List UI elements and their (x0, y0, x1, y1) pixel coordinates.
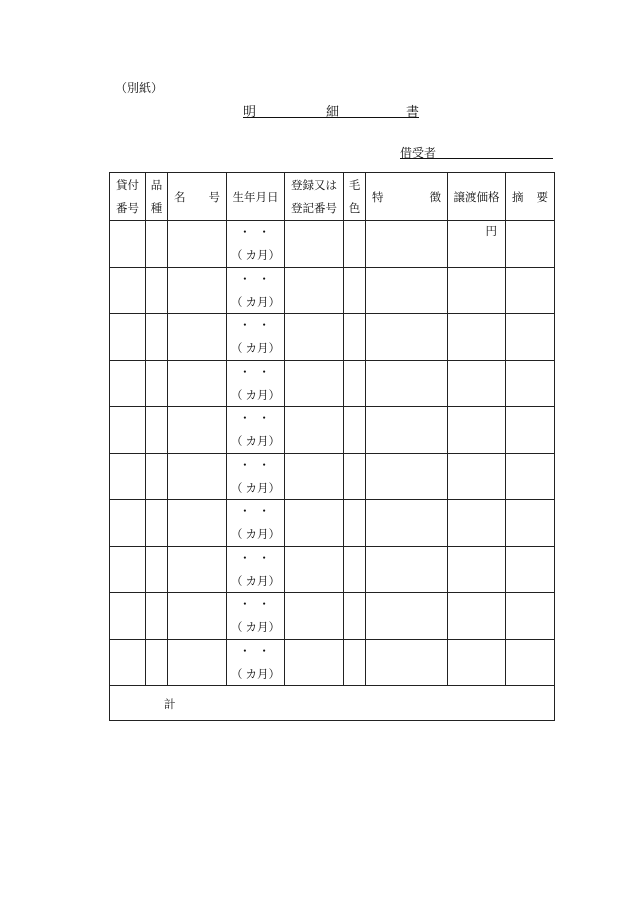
header-registration: 登録又は 登記番号 (285, 173, 344, 221)
table-row (110, 407, 555, 454)
months-open: （ (231, 480, 243, 495)
months-open: （ (231, 573, 243, 588)
months-open: （ (231, 294, 243, 309)
table-row (110, 500, 555, 547)
cell-birthdate[interactable] (227, 453, 285, 500)
header-breed: 品 種 (146, 173, 168, 221)
cell-breed[interactable] (146, 639, 168, 686)
months-open: （ (231, 341, 243, 355)
age-months (231, 619, 280, 635)
cell-features[interactable] (366, 314, 448, 361)
cell-name[interactable] (168, 453, 227, 500)
cell-features[interactable] (366, 453, 448, 500)
cell-birthdate[interactable] (227, 360, 285, 407)
borrower-label: 借受者 (400, 146, 437, 160)
cell-features[interactable] (366, 593, 448, 640)
months-close: カ月） (245, 387, 280, 402)
cell-birthdate[interactable] (227, 593, 285, 640)
months-open: （ (231, 527, 243, 541)
date-separators: ・ ・ (239, 550, 272, 565)
cell-name[interactable] (168, 407, 227, 454)
months-open: （ (231, 248, 243, 262)
header-row (110, 173, 555, 221)
cell-loan-no[interactable] (110, 639, 146, 686)
months-close: カ月） (245, 480, 280, 495)
cell-breed[interactable] (146, 546, 168, 593)
cell-remarks[interactable] (506, 639, 555, 686)
cell-registration[interactable] (285, 500, 344, 547)
cell-breed[interactable] (146, 593, 168, 640)
cell-breed[interactable] (146, 453, 168, 500)
age-months (231, 666, 280, 682)
cell-name[interactable] (168, 639, 227, 686)
cell-breed[interactable] (146, 407, 168, 454)
cell-transfer-price[interactable] (448, 500, 506, 547)
months-close: カ月） (245, 666, 280, 681)
date-separators: ・ ・ (239, 318, 272, 332)
cell-transfer-price[interactable] (448, 267, 506, 314)
cell-remarks[interactable] (506, 407, 555, 454)
cell-loan-no[interactable] (110, 221, 146, 268)
table-row (110, 639, 555, 686)
months-open: （ (231, 434, 243, 448)
cell-breed[interactable] (146, 360, 168, 407)
months-close: カ月） (245, 620, 280, 634)
cell-registration[interactable] (285, 407, 344, 454)
cell-breed[interactable] (146, 267, 168, 314)
cell-name[interactable] (168, 267, 227, 314)
cell-transfer-price[interactable] (448, 360, 506, 407)
cell-features[interactable] (366, 267, 448, 314)
cell-features[interactable] (366, 360, 448, 407)
cell-birthdate[interactable] (227, 546, 285, 593)
cell-birthdate[interactable] (227, 639, 285, 686)
age-months (231, 387, 280, 403)
total-row (110, 686, 555, 721)
months-open: （ (231, 387, 243, 402)
cell-loan-no[interactable] (110, 314, 146, 361)
months-open: （ (231, 620, 243, 634)
cell-loan-no[interactable] (110, 500, 146, 547)
cell-remarks[interactable] (506, 593, 555, 640)
cell-birthdate[interactable] (227, 221, 285, 268)
cell-remarks[interactable] (506, 500, 555, 547)
cell-coat-color[interactable] (344, 453, 366, 500)
header-name: 名 号 (168, 173, 227, 221)
table-row (110, 593, 555, 640)
months-close: カ月） (245, 341, 280, 355)
cell-registration[interactable] (285, 360, 344, 407)
header-features: 特 徴 (366, 173, 448, 221)
cell-coat-color[interactable] (344, 221, 366, 268)
cell-transfer-price[interactable] (448, 593, 506, 640)
cell-remarks[interactable] (506, 546, 555, 593)
cell-features[interactable] (366, 407, 448, 454)
months-close: カ月） (245, 434, 280, 448)
cell-features[interactable] (366, 500, 448, 547)
cell-coat-color[interactable] (344, 593, 366, 640)
cell-name[interactable] (168, 221, 227, 268)
age-months (231, 247, 280, 263)
cell-name[interactable] (168, 314, 227, 361)
cell-remarks[interactable] (506, 221, 555, 268)
header-coat-color: 毛 色 (344, 173, 366, 221)
age-months (231, 526, 280, 542)
age-months (231, 340, 280, 356)
cell-remarks[interactable] (506, 267, 555, 314)
cell-loan-no[interactable] (110, 546, 146, 593)
cell-registration[interactable] (285, 314, 344, 361)
total-cell (110, 686, 555, 721)
cell-birthdate[interactable] (227, 407, 285, 454)
header-birthdate: 生年月日 (227, 173, 285, 221)
cell-remarks[interactable] (506, 360, 555, 407)
cell-loan-no[interactable] (110, 453, 146, 500)
cell-loan-no[interactable] (110, 360, 146, 407)
annex-label: （別紙） (115, 81, 164, 95)
cell-registration[interactable] (285, 639, 344, 686)
cell-registration[interactable] (285, 267, 344, 314)
cell-transfer-price[interactable] (448, 221, 506, 268)
borrower-field (400, 144, 553, 159)
cell-transfer-price[interactable] (448, 314, 506, 361)
cell-features[interactable] (366, 546, 448, 593)
cell-name[interactable] (168, 360, 227, 407)
table-row (110, 314, 555, 361)
total-label: 計 (164, 697, 176, 711)
age-months (231, 294, 280, 310)
cell-registration[interactable] (285, 453, 344, 500)
cell-loan-no[interactable] (110, 593, 146, 640)
cell-name[interactable] (168, 500, 227, 547)
header-remarks: 摘 要 (506, 173, 555, 221)
cell-birthdate[interactable] (227, 314, 285, 361)
date-separators: ・ ・ (239, 364, 272, 379)
cell-name[interactable] (168, 593, 227, 640)
cell-transfer-price[interactable] (448, 453, 506, 500)
cell-registration[interactable] (285, 546, 344, 593)
months-close: カ月） (245, 573, 280, 588)
cell-breed[interactable] (146, 500, 168, 547)
cell-birthdate[interactable] (227, 267, 285, 314)
cell-birthdate[interactable] (227, 500, 285, 547)
title-char-2: 細 (326, 105, 340, 120)
date-separators: ・ ・ (239, 504, 272, 518)
cell-features[interactable] (366, 639, 448, 686)
months-open: （ (231, 666, 243, 681)
cell-coat-color[interactable] (344, 314, 366, 361)
table-row (110, 360, 555, 407)
cell-coat-color[interactable] (344, 500, 366, 547)
date-separators: ・ ・ (239, 457, 272, 472)
cell-loan-no[interactable] (110, 407, 146, 454)
cell-coat-color[interactable] (344, 267, 366, 314)
date-separators: ・ ・ (239, 225, 272, 239)
cell-remarks[interactable] (506, 314, 555, 361)
cell-coat-color[interactable] (344, 546, 366, 593)
table-row (110, 453, 555, 500)
cell-transfer-price[interactable] (448, 407, 506, 454)
title-char-3: 書 (406, 105, 420, 120)
table-row (110, 267, 555, 314)
date-separators: ・ ・ (239, 643, 272, 658)
table-row (110, 221, 555, 268)
age-months (231, 480, 280, 496)
months-close: カ月） (245, 294, 280, 309)
date-separators: ・ ・ (239, 271, 272, 286)
age-months (231, 573, 280, 589)
months-close: カ月） (245, 248, 280, 262)
age-months (231, 433, 280, 449)
cell-coat-color[interactable] (344, 407, 366, 454)
yen-unit: 円 (485, 224, 497, 238)
cell-name[interactable] (168, 546, 227, 593)
cell-breed[interactable] (146, 221, 168, 268)
cell-breed[interactable] (146, 314, 168, 361)
cell-registration[interactable] (285, 593, 344, 640)
cell-registration[interactable] (285, 221, 344, 268)
date-separators: ・ ・ (239, 597, 272, 611)
months-close: カ月） (245, 527, 280, 541)
cell-remarks[interactable] (506, 453, 555, 500)
cell-transfer-price[interactable] (448, 639, 506, 686)
header-loan-no: 貸付 番号 (110, 173, 146, 221)
cell-coat-color[interactable] (344, 360, 366, 407)
cell-features[interactable] (366, 221, 448, 268)
header-transfer-price: 譲渡価格 (448, 173, 506, 221)
detail-table (109, 172, 555, 721)
document-title (243, 101, 419, 118)
title-char-1: 明 (243, 105, 257, 120)
cell-transfer-price[interactable] (448, 546, 506, 593)
cell-coat-color[interactable] (344, 639, 366, 686)
table-row (110, 546, 555, 593)
cell-loan-no[interactable] (110, 267, 146, 314)
date-separators: ・ ・ (239, 411, 272, 425)
